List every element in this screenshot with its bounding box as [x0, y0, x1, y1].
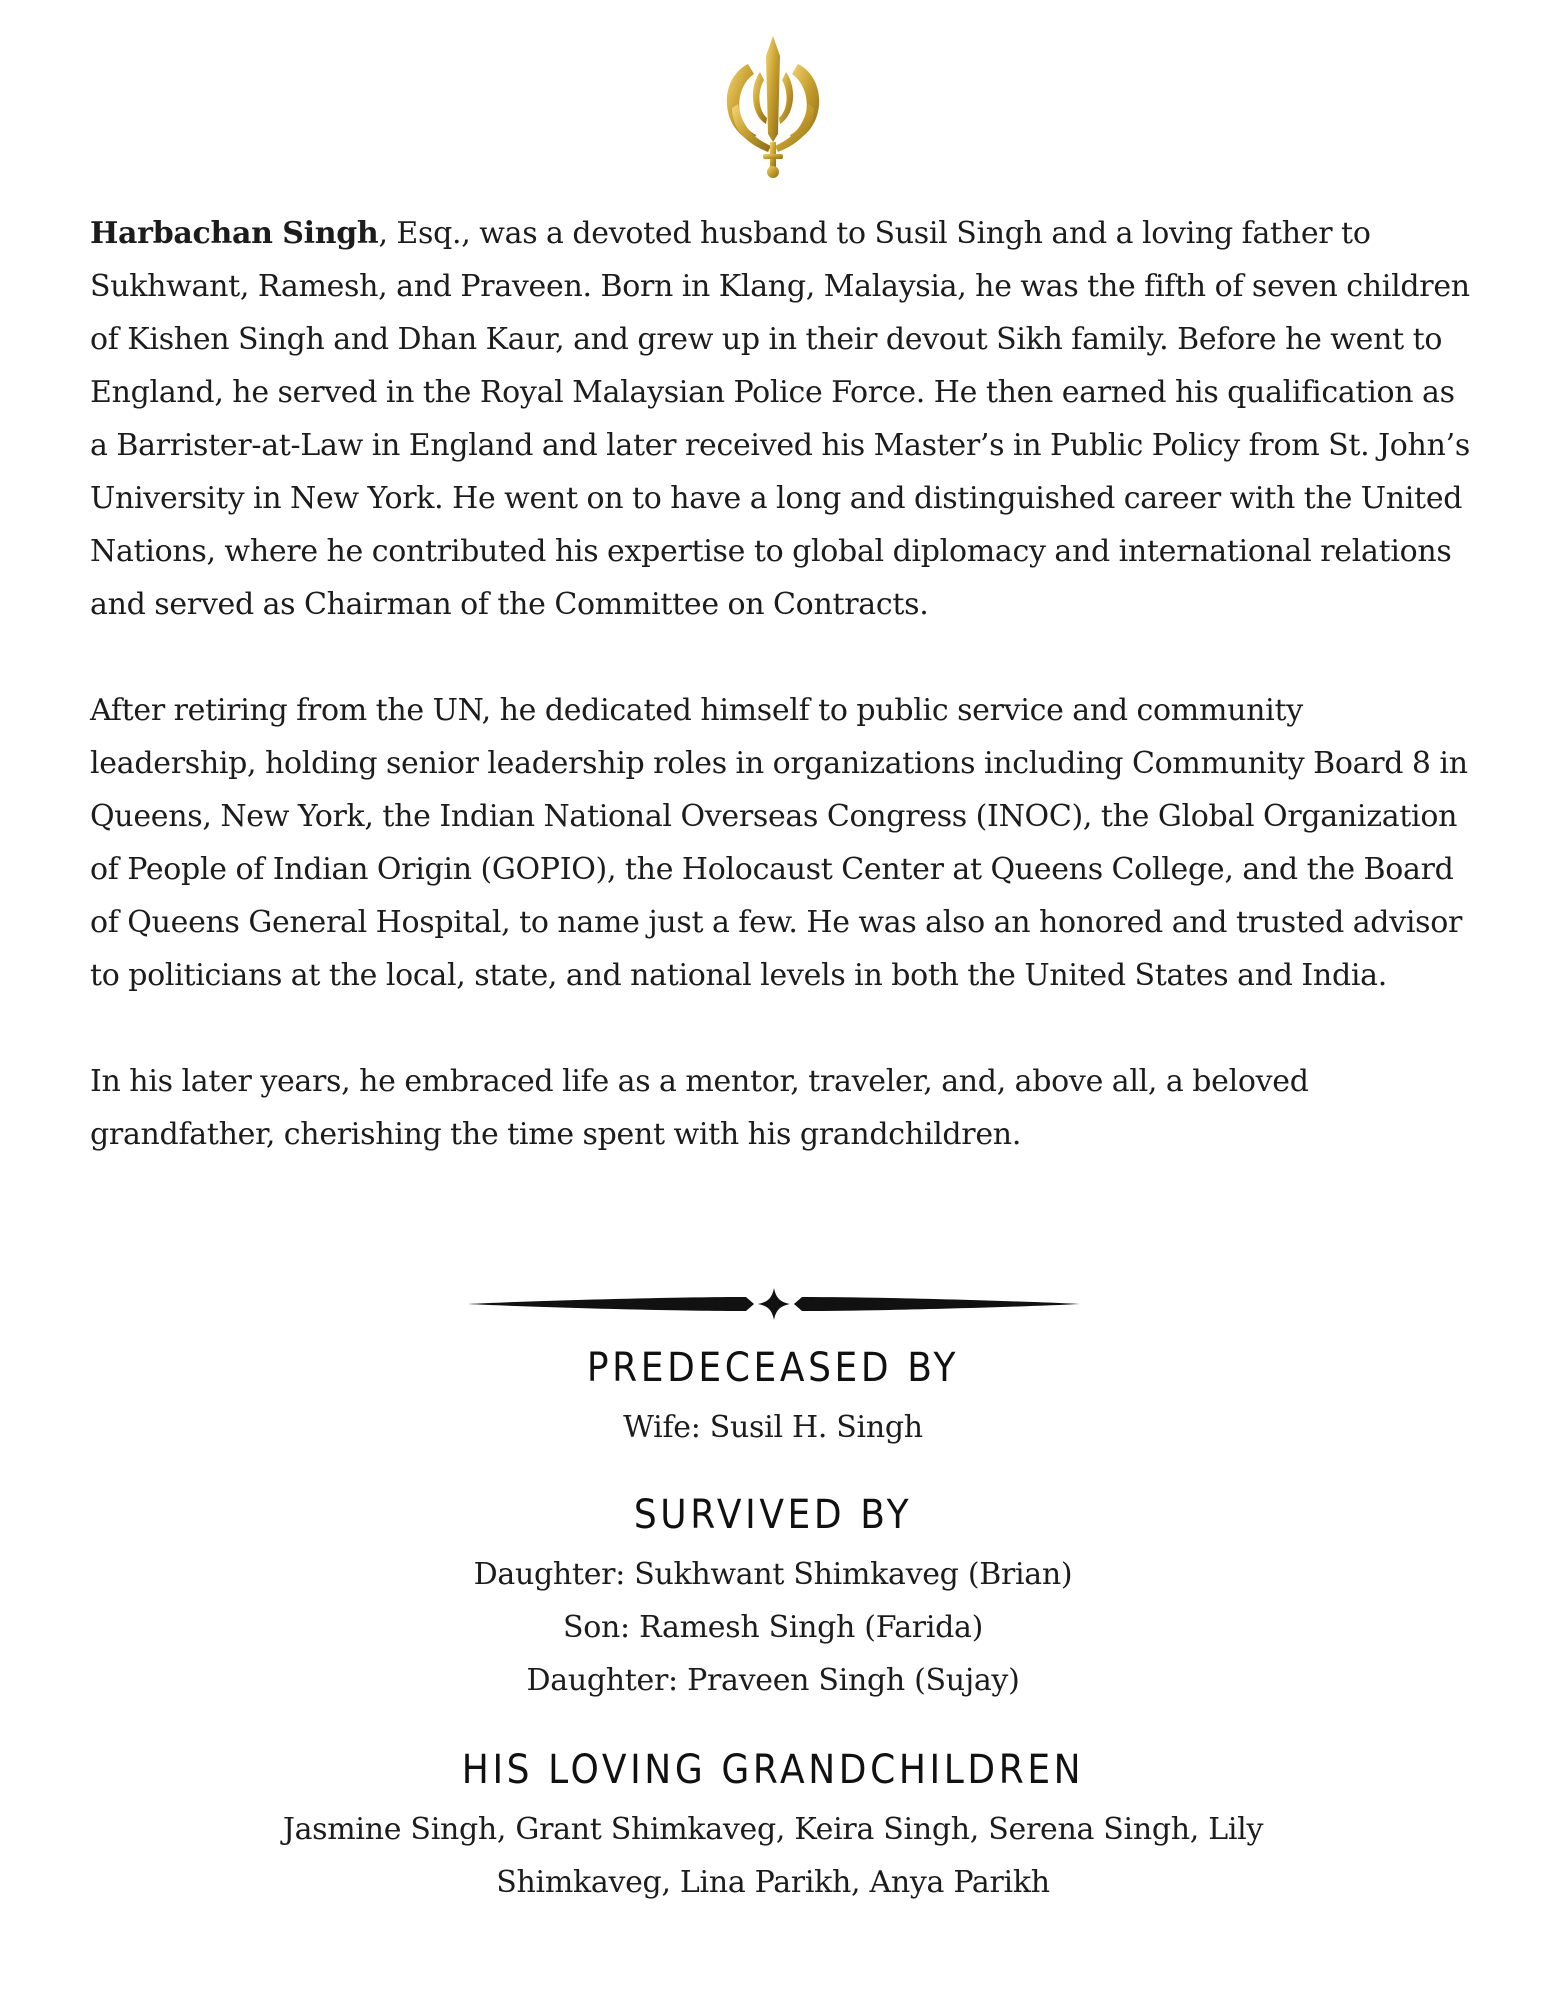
bio-paragraph-1	[90, 207, 1470, 631]
family-lists	[0, 1335, 1546, 1909]
ornamental-divider-icon	[468, 1284, 1080, 1324]
survived-heading: SURVIVED BY	[633, 1492, 913, 1538]
bio-paragraph-1-text: , Esq., was a devoted husband to Susil Singh and a loving father to Sukhwant, Ramesh, and Praveen. Born in Klang, Malaysia, he was the fifth of seven children of Kishen Singh and Dhan Kaur, and grew up in their devout Sikh family. Before he went to England, he served in the Royal Malaysian Police Force. He then earned his qualification as a Barrister-at-Law in England and later received his Master’s in Public Policy from St. John’s University in New York. He went on to have a long and distinguished career with the United Nations, where he contributed his expertise to global diplomacy and international relations and served as Chairman of the Committee on Contracts.	[90, 216, 1470, 622]
grandchildren-heading: HIS LOVING GRANDCHILDREN	[461, 1747, 1085, 1793]
biography	[90, 207, 1470, 1161]
survived-entry: Daughter: Praveen Singh (Sujay)	[526, 1663, 1020, 1698]
deceased-name: Harbachan Singh	[90, 216, 379, 251]
survived-entry: Son: Ramesh Singh (Farida)	[562, 1610, 984, 1645]
survived-entry: Daughter: Sukhwant Shimkaveg (Brian)	[473, 1557, 1073, 1592]
predeceased-heading: PREDECEASED BY	[586, 1345, 960, 1391]
khanda-icon	[708, 34, 838, 179]
bio-paragraph-3: In his later years, he embraced life as a mentor, traveler, and, above all, a beloved grandfather, cherishing the time spent with his grandchildren.	[90, 1064, 1309, 1152]
grandchildren-list: Jasmine Singh, Grant Shimkaveg, Keira Singh, Serena Singh, Lily Shimkaveg, Lina Parikh, Anya Parikh	[282, 1812, 1264, 1900]
bio-paragraph-2: After retiring from the UN, he dedicated himself to public service and community leadership, holding senior leadership roles in organizations including Community Board 8 in Queens, New York, the Indian National Overseas Congress (INOC), the Global Organization of People of Indian Origin (GOPIO), the Holocaust Center at Queens College, and the Board of Queens General Hospital, to name just a few. He was also an honored and trusted advisor to politicians at the local, state, and national levels in both the United States and India.	[90, 693, 1468, 993]
predeceased-entry: Wife: Susil H. Singh	[623, 1410, 923, 1445]
